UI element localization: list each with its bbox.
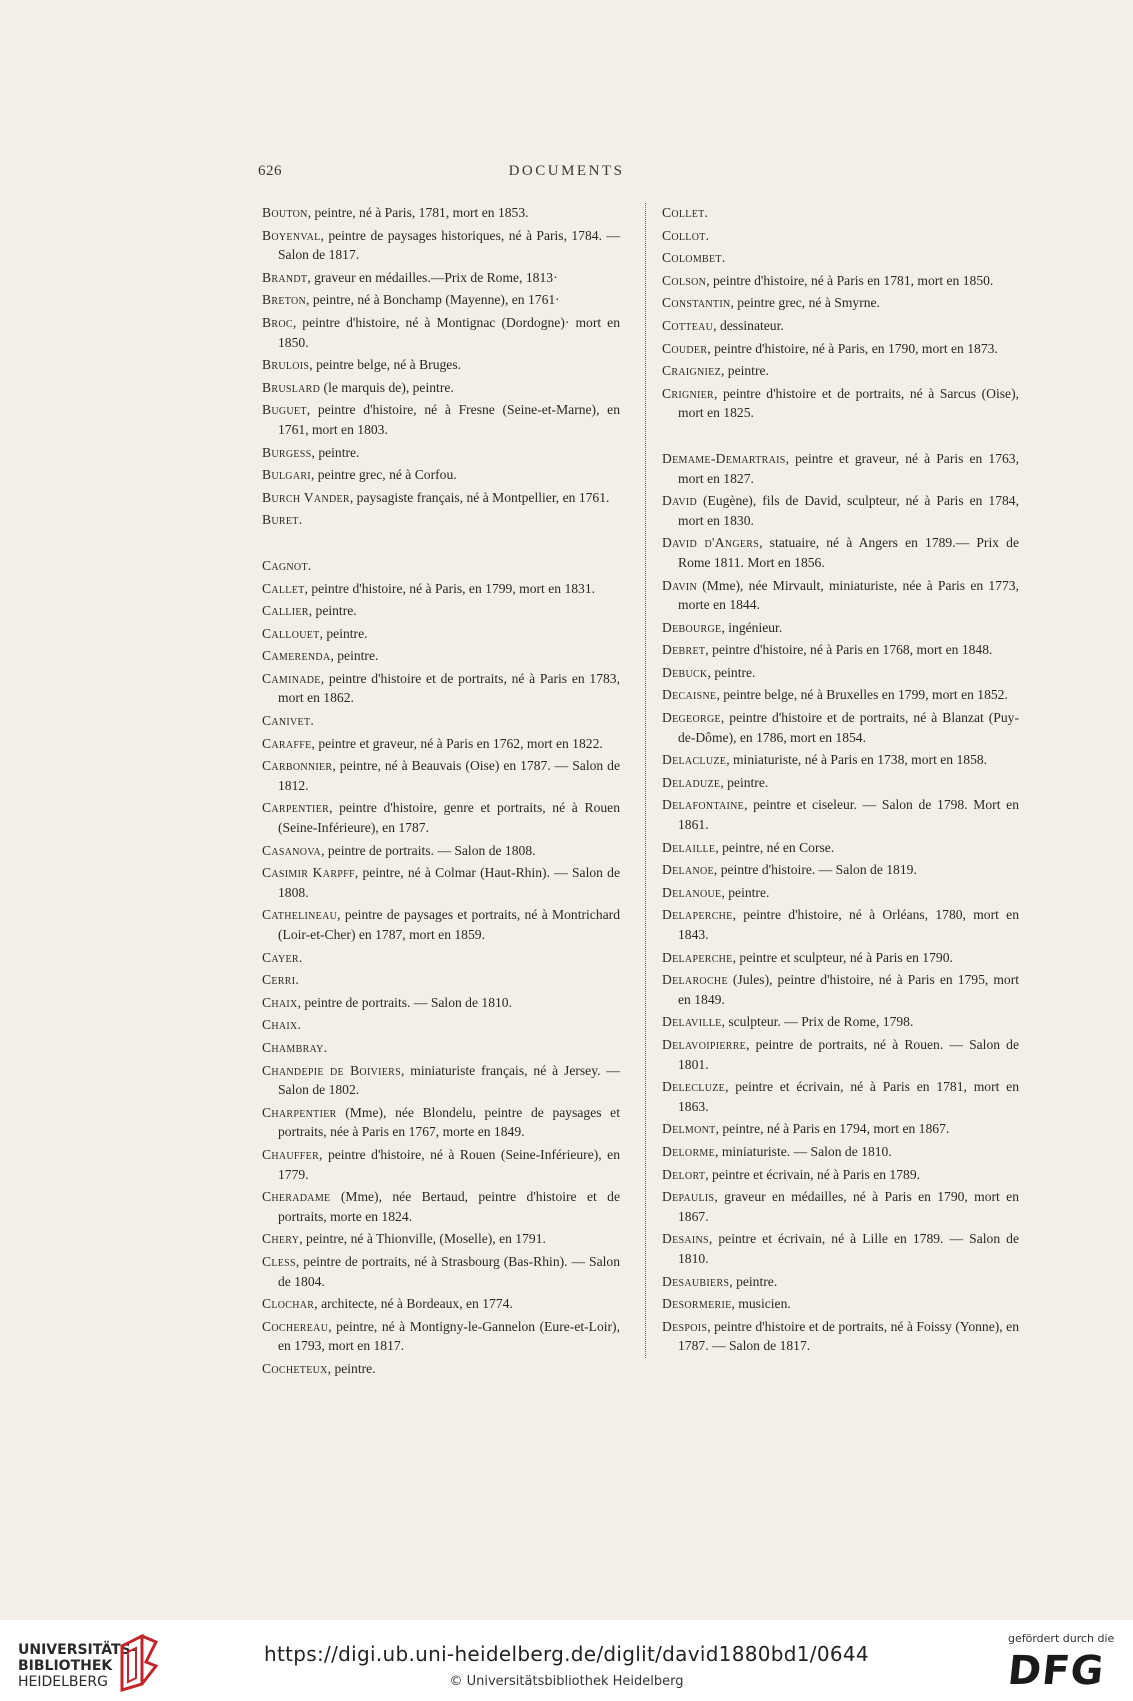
entry [662,449,1019,488]
entry [262,863,620,902]
entry-name: Brulois [262,357,310,373]
entry-name: Cayer [262,949,299,965]
entry-name: Delaille [662,839,716,855]
entry [662,1165,1019,1185]
right-column [662,203,1019,1359]
entry [262,1145,620,1184]
entry-text: , peintre d'histoire, né à Paris, en 1790, mort en 1873. [707,340,998,356]
entry-name: Cotteau [662,317,714,333]
document-url[interactable]: https://digi.ub.uni-heidelberg.de/diglit/david1880bd1/0644 [264,1642,869,1666]
entry [262,711,620,731]
entry [262,268,620,288]
entry-text: , peintre. [707,664,756,680]
entry [262,734,620,754]
entry [262,1359,620,1379]
entry-name: Canivet [262,713,311,729]
entry-name: Delacluze [662,752,727,768]
entry [262,1103,620,1142]
entry-name: Carpentier [262,800,330,816]
entry [262,313,620,352]
entry-name: Delaperche [662,949,733,965]
entry-name: Breton [262,292,307,308]
entry-text: , peintre, né à Thionville, (Moselle), en 1791. [299,1231,546,1247]
entry-text: , peintre de portraits, né à Strasbourg (Bas-Rhin). — Salon de 1804. [278,1253,620,1289]
entry [262,798,620,837]
entry-name: Desains [662,1231,709,1247]
entry [662,905,1019,944]
entry-name: Delafontaine [662,797,745,813]
entry-text: , peintre et ciseleur. — Salon de 1798. Mort en 1861. [678,797,1019,833]
entry-text: , peintre de paysages historiques, né à Paris, 1784. — Salon de 1817. [278,227,620,263]
entry [662,1012,1019,1032]
entry-text: . [298,512,303,528]
library-name-line: UNIVERSITÄTS- [18,1642,137,1658]
entry-name: Chandepie de Boiviers [262,1062,401,1078]
dfg-logo: DFG [1005,1648,1107,1694]
entry-text: , peintre. [721,884,770,900]
entry [262,203,620,223]
entry-text: , peintre d'histoire, né à Rouen (Seine-Inférieure), en 1779. [278,1146,620,1182]
entry-text: , peintre, né à Bonchamp (Mayenne), en 1761· [306,292,560,308]
entry-name: Collot [662,227,706,243]
entry-name: Desormerie [662,1296,732,1312]
copyright-notice: © Universitätsbibliothek Heidelberg [449,1674,684,1689]
entry-name: Desaubiers [662,1273,730,1289]
entry [662,948,1019,968]
entry [662,203,1019,223]
entry-text: (Jules), peintre d'histoire, né à Paris en 1795, mort en 1849. [678,972,1019,1007]
entry-text: . [705,227,710,243]
entry-text: , peintre d'histoire, né à Fresne (Seine-et-Marne), en 1761, mort en 1803. [278,402,620,437]
entry [662,271,1019,291]
entry-text: , peintre et écrivain, né à Paris en 1781, mort en 1863. [678,1079,1019,1114]
entry [662,708,1019,747]
entry [662,576,1019,615]
entry-text: , peintre d'histoire et de portraits, né à Sarcus (Oise), mort en 1825. [678,385,1019,421]
entry-name: Debourge [662,619,722,635]
entry-text: , peintre, né à Paris en 1794, mort en 1867. [715,1121,950,1137]
entry [662,1317,1019,1356]
entry [662,685,1019,705]
entry-name: Despois [662,1318,708,1334]
entry-text: , peintre d'histoire, né à Paris en 1781, mort en 1850. [706,272,994,288]
entry-name: Cochereau [262,1318,329,1334]
entry-text: , peintre. [311,444,360,460]
entry-name: Callouet [262,625,320,641]
entry [662,618,1019,638]
entry-name: Demame-Demartrais [662,450,786,466]
entry [662,795,1019,834]
entry-name: Chaix [262,1017,298,1033]
entry-name: Caminade [262,670,321,686]
entry-name: Delanoe [662,862,714,878]
entry [662,1294,1019,1314]
entry-name: Debret [662,642,706,658]
entry [662,773,1019,793]
entry-name: Degeorge [662,710,721,726]
entry-text: . [298,949,303,965]
left-column [262,203,620,1381]
entry-text: , peintre de paysages et portraits, né à Montrichard (Loir-et-Cher) en 1787, mort en 1859. [278,907,620,942]
entry [662,1119,1019,1139]
entry [662,1142,1019,1162]
entry [262,1229,620,1249]
entry-text: , peintre d'histoire et de portraits, né à Paris en 1783, mort en 1862. [278,670,620,706]
entry [262,1252,620,1291]
entry-text: . [721,250,726,266]
entry-text: . [310,713,314,729]
entry-name: Casimir Karpff [262,865,355,881]
entry-text: , graveur en médailles.—Prix de Rome, 1813· [307,269,558,285]
entry-name: David [662,493,698,509]
entry-name: Cocheteux [262,1360,328,1376]
viewer-footer [0,1620,1133,1701]
entry-name: Brandt [262,269,308,285]
entry-text: , peintre grec, né à Smyrne. [730,295,880,311]
entry-text: , peintre belge, né à Bruxelles en 1799, mort en 1852. [716,687,1008,703]
entry-name: Charpentier [262,1104,337,1120]
entry [262,510,620,530]
entry-text: (Mme), née Mirvault, miniaturiste, née à Paris en 1773, morte en 1844. [678,577,1019,613]
entry-text: , peintre d'histoire et de portraits, né à Blanzat (Puy-de-Dôme), en 1786, mort en 1854. [678,710,1019,745]
entry-name: Davin [662,577,698,593]
entry-text: , peintre. [319,625,368,641]
entry-text: , peintre. [327,1360,376,1376]
entry-name: Deladuze [662,774,721,790]
entry-name: Buguet [262,402,307,418]
entry-name: Burgess [262,444,312,460]
entry-name: Callet [262,580,305,596]
entry-text: . [295,972,299,988]
entry-name: Delort [662,1166,706,1182]
entry-name: Craigniez [662,363,721,379]
entry [662,1229,1019,1268]
entry [662,339,1019,359]
entry-text: , sculpteur. — Prix de Rome, 1798. [721,1014,914,1030]
entry [662,1035,1019,1074]
entry [662,293,1019,313]
entry-text: , peintre et sculpteur, né à Paris en 1790. [732,949,953,965]
entry [662,384,1019,423]
running-title: DOCUMENTS [508,163,625,179]
entry-text: , peintre d'histoire et de portraits, né à Foissy (Yonne), en 1787. — Salon de 1817. [678,1318,1019,1354]
entry [662,883,1019,903]
entry-text: , peintre. [720,774,769,790]
entry-name: Callier [262,603,309,619]
entry [262,948,620,968]
entry-text: , peintre. [330,648,379,664]
entry [262,226,620,265]
entry-text: , architecte, né à Bordeaux, en 1774. [314,1296,513,1312]
entry-name: Colson [662,272,707,288]
entry [662,860,1019,880]
entry [262,488,620,508]
column-divider [645,203,646,1358]
entry [262,756,620,795]
entry-name: Crignier [662,385,715,401]
entry-text: , peintre d'histoire, né à Orléans, 1780, mort en 1843. [678,907,1019,942]
entry [662,248,1019,268]
entry [262,378,620,398]
entry-text: . [297,1017,301,1033]
entry-text: , paysagiste français, né à Montpellier, en 1761. [349,489,610,505]
entry-name: Delavoipierre [662,1036,747,1052]
entry-name: Bruslard [262,379,321,395]
entry-name: Delecluze [662,1079,726,1095]
entry [262,1061,620,1100]
entry [662,361,1019,381]
entry-text: , peintre, né à Paris, 1781, mort en 1853. [307,205,529,220]
entry-text: , peintre, né à Colmar (Haut-Rhin). — Salon de 1808. [278,865,620,900]
entry [262,1038,620,1058]
entry-text: , miniaturiste. — Salon de 1810. [715,1143,892,1159]
entry-name: Decaisne [662,687,717,703]
entry-text: , statuaire, né à Angers en 1789.— Prix de Rome 1811. Mort en 1856. [678,535,1019,570]
entry-text: , peintre de portraits. — Salon de 1810. [297,994,512,1010]
entry [262,579,620,599]
entry-name: Bouton [262,205,308,220]
entry-name: Broc [262,314,293,330]
entry [262,970,620,990]
entry-name: Couder [662,340,708,356]
entry-text: (Mme), née Bertaud, peintre d'histoire et de portraits, morte en 1824. [278,1189,620,1224]
entry-text: , miniaturiste, né à Paris en 1738, mort en 1858. [726,752,988,768]
entry-text: , graveur en médailles, né à Paris en 1790, mort en 1867. [678,1189,1019,1224]
entry [662,533,1019,572]
entry-name: Chaix [262,994,298,1010]
entry-text: , peintre grec, né à Corfou. [310,467,457,483]
entry-text: , peintre d'histoire, né à Paris en 1768, mort en 1848. [705,642,993,658]
entry [262,556,620,576]
entry [662,316,1019,336]
entry-name: Chambray [262,1039,324,1055]
entry-text: , dessinateur. [713,317,784,333]
entry-text: , peintre. [308,603,357,619]
entry-text: , miniaturiste français, né à Jersey. — Salon de 1802. [278,1062,620,1098]
entry-text: (le marquis de), peintre. [320,379,454,395]
funding-label: gefördert durch die [1008,1632,1115,1645]
entry-name: Cagnot [262,557,308,573]
entry-name: Chery [262,1231,300,1247]
entry-name: Carbonnier [262,758,333,774]
entry-name: Debuck [662,664,708,680]
entry-name: Delorme [662,1143,716,1159]
entry-text: , peintre et écrivain, né à Lille en 1789. — Salon de 1810. [678,1231,1019,1266]
entry [662,1272,1019,1292]
entry [662,1187,1019,1226]
entry-text: , ingénieur. [721,619,783,635]
entry-text: , peintre, né en Corse. [715,839,835,855]
entry [262,1317,620,1356]
entry [262,624,620,644]
entry-name: Casanova [262,842,322,858]
page-header [0,163,1133,187]
entry-name: Buret [262,512,299,528]
entry [262,905,620,944]
entry-name: Delaperche [662,907,733,923]
entry [662,838,1019,858]
entry-text: . [307,557,312,573]
entry-name: Camerenda [262,648,331,664]
entry-text: , peintre, né à Beauvais (Oise) en 1787. — Salon de 1812. [278,758,620,793]
entry [262,1294,620,1314]
entry-text: . [704,205,708,220]
entry-name: Cless [262,1253,296,1269]
entry-text: , peintre, né à Montigny-le-Gannelon (Eure-et-Loir), en 1793, mort en 1817. [278,1318,620,1354]
entry [262,400,620,439]
entry-name: Cathelineau [262,907,338,923]
entry-name: Chauffer [262,1146,320,1162]
entry-name: Constantin [662,295,731,311]
entry-text: , musicien. [731,1296,791,1312]
entry [262,290,620,310]
entry-name: Clochar [262,1296,315,1312]
entry-text: , peintre. [729,1273,778,1289]
entry-name: Caraffe [262,735,312,751]
entry-text: , peintre d'histoire, genre et portraits, né à Rouen (Seine-Inférieure), en 1787. [278,800,620,836]
entry [262,465,620,485]
entry [262,443,620,463]
entry-name: Boyenval [262,227,321,243]
entry [662,640,1019,660]
entry-name: Delmont [662,1121,716,1137]
entry-text: , peintre d'histoire, né à Montignac (Dordogne)· mort en 1850. [278,314,620,350]
entry [262,601,620,621]
entry-name: Collet [662,205,705,220]
entry-name: Cheradame [262,1189,331,1205]
entry-text: , peintre et écrivain, né à Paris en 1789. [705,1166,921,1182]
entry-text: , peintre de portraits. — Salon de 1808. [321,842,536,858]
entry-text: (Eugène), fils de David, sculpteur, né à Paris en 1784, mort en 1830. [678,493,1019,528]
entry-text: , peintre de portraits, né à Rouen. — Salon de 1801. [678,1036,1019,1072]
entry-text: , peintre et graveur, né à Paris en 1762, mort en 1822. [311,735,603,751]
entry-name: Colombet [662,250,722,266]
entry [262,993,620,1013]
page-number: 626 [258,163,282,179]
entry-text: , peintre d'histoire. — Salon de 1819. [713,862,917,878]
entry-name: Delaville [662,1014,722,1030]
entry [662,970,1019,1009]
entry-name: Cerri [262,972,296,988]
entry-name: David d'Angers [662,535,760,551]
entry-text: , peintre d'histoire, né à Paris, en 1799, mort en 1831. [304,580,596,596]
entry-text: , peintre et graveur, né à Paris en 1763, mort en 1827. [678,450,1019,486]
entry [662,491,1019,530]
entry [662,1077,1019,1116]
entry [262,669,620,708]
entry [662,750,1019,770]
entry-name: Depaulis [662,1189,715,1205]
entry-text: , peintre belge, né à Bruges. [309,357,462,373]
entry [662,226,1019,246]
entry [262,1187,620,1226]
entry-text: . [323,1039,328,1055]
library-name-line: HEIDELBERG [18,1674,108,1690]
entry-name: Delanoue [662,884,722,900]
entry [662,663,1019,683]
entry-name: Delaroche [662,972,728,988]
entry-text: , peintre. [720,363,769,379]
entry-name: Burch Vander [262,489,350,505]
library-name-line: BIBLIOTHEK [18,1658,113,1674]
entry [262,841,620,861]
entry [262,1015,620,1035]
entry-name: Bulgari [262,467,311,483]
entry [262,646,620,666]
entry-text: (Mme), née Blondelu, peintre de paysages et portraits, née à Paris en 1767, morte en 1849. [278,1104,620,1140]
entry [262,355,620,375]
